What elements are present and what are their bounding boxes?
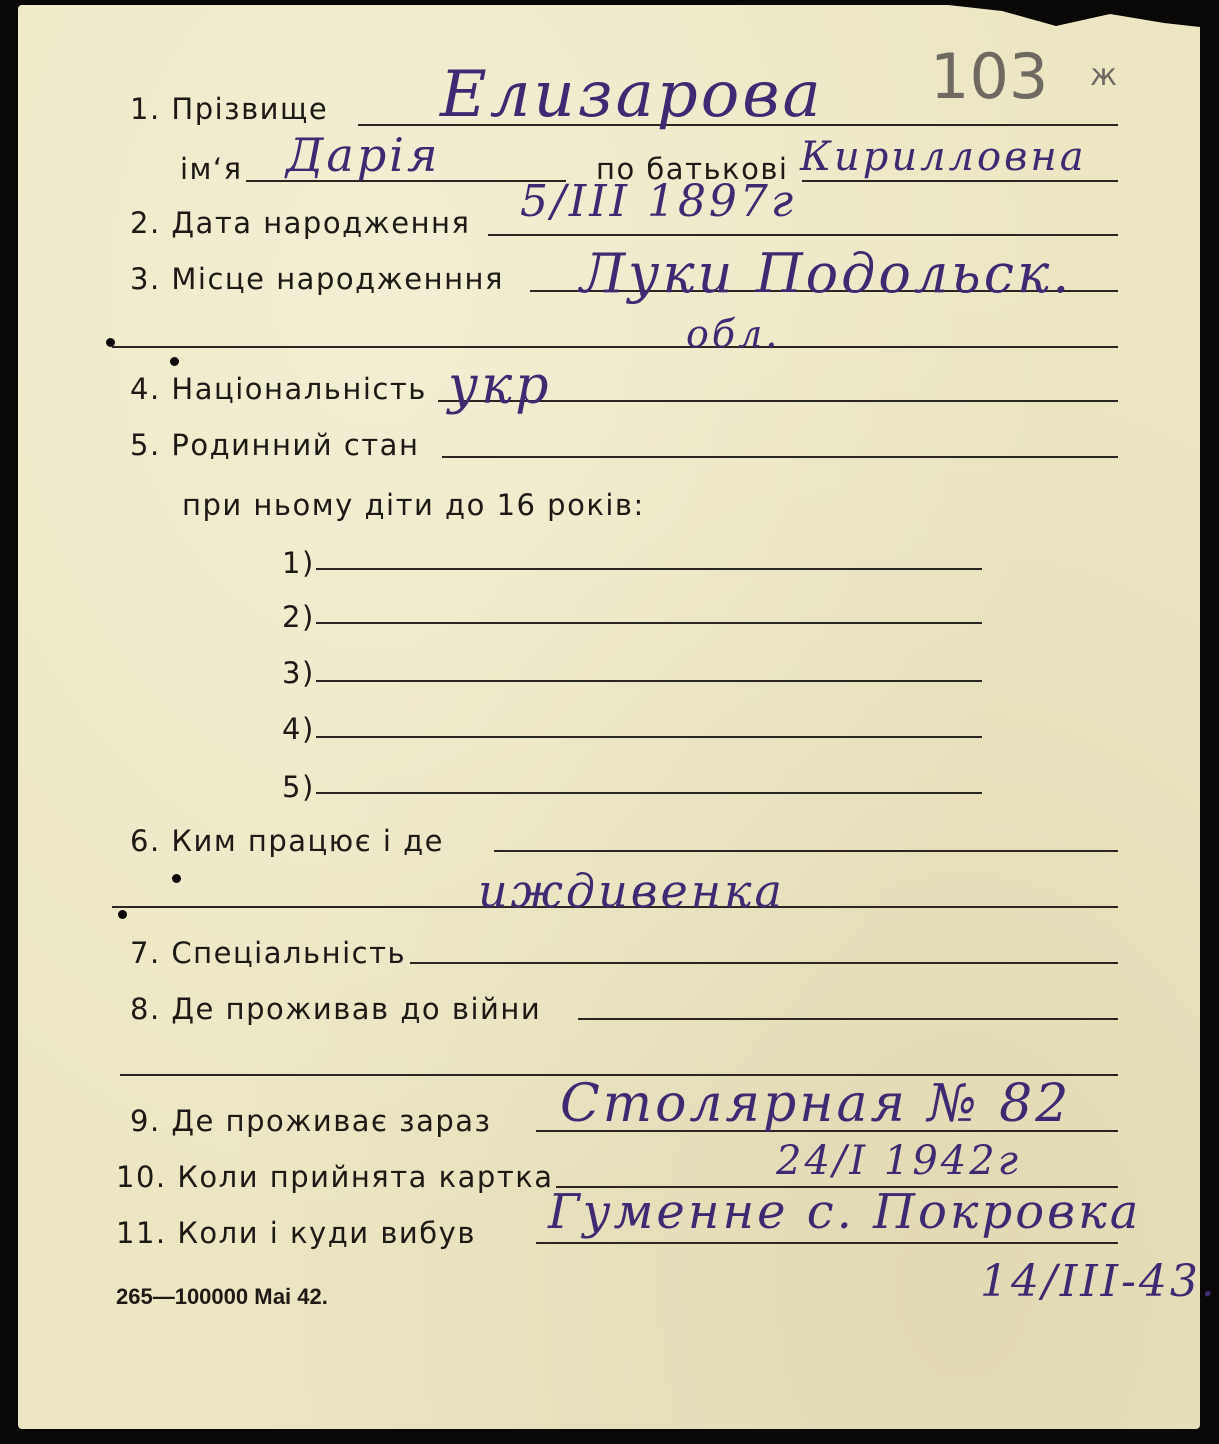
- departure-label: 11. Коли і куди вибув: [116, 1216, 476, 1250]
- patronymic-line: [802, 180, 1118, 182]
- patronymic-value: Кирилловна: [800, 134, 1087, 180]
- patronymic-label: по батькові: [596, 152, 789, 186]
- current-residence-value: Столярная № 82: [560, 1074, 1072, 1134]
- card-number-suffix: ж: [1090, 58, 1118, 93]
- child-4-label: 4): [282, 712, 315, 746]
- punch-hole: [172, 874, 181, 883]
- child-3-line: [316, 680, 982, 682]
- prewar-residence-line: [578, 1018, 1118, 1020]
- child-5-label: 5): [282, 770, 315, 804]
- print-code: 265—100000 Маі 42.: [116, 1284, 328, 1309]
- birth-place-value-2: обл.: [686, 312, 781, 356]
- child-5-line: [316, 792, 982, 794]
- name-label: ім‘я: [180, 152, 243, 186]
- departure-line: [536, 1242, 1118, 1244]
- work-line: [494, 850, 1118, 852]
- child-2-line: [316, 622, 982, 624]
- name-value: Дарія: [286, 128, 441, 182]
- birth-date-value: 5/III 1897г: [520, 176, 797, 227]
- surname-label: 1. Прізвище: [130, 92, 329, 126]
- departure-date-value: 14/III-43.: [980, 1256, 1218, 1307]
- family-status-line: [442, 456, 1118, 458]
- nationality-value: укр: [448, 356, 552, 416]
- child-2-label: 2): [282, 600, 315, 634]
- card-accepted-value: 24/I 1942г: [776, 1138, 1021, 1184]
- prewar-residence-label: 8. Де проживав до війни: [130, 992, 542, 1026]
- birth-date-line: [488, 234, 1118, 236]
- card-accepted-label: 10. Коли прийнята картка: [116, 1160, 554, 1194]
- card-number: 103: [930, 40, 1049, 113]
- family-status-label: 5. Родинний стан: [130, 428, 420, 462]
- surname-value: Елизарова: [440, 58, 824, 132]
- punch-hole: [170, 357, 179, 366]
- birth-place-value: Луки Подольск.: [580, 242, 1073, 305]
- child-1-line: [316, 568, 982, 570]
- child-4-line: [316, 736, 982, 738]
- nationality-label: 4. Національність: [130, 372, 427, 406]
- speciality-label: 7. Спеціальність: [130, 936, 407, 970]
- children-label: при ньому діти до 16 років:: [182, 488, 645, 522]
- birth-place-line-2: [112, 346, 1118, 348]
- work-label: 6. Ким працює і де: [130, 824, 445, 858]
- child-3-label: 3): [282, 656, 315, 690]
- current-residence-label: 9. Де проживає зараз: [130, 1104, 492, 1138]
- birth-date-label: 2. Дата народження: [130, 206, 471, 240]
- work-value: иждивенка: [478, 864, 785, 918]
- birth-place-label: 3. Місце народженння: [130, 262, 504, 296]
- departure-value: Гуменне с. Покровка: [548, 1184, 1142, 1240]
- punch-hole: [118, 910, 127, 919]
- child-1-label: 1): [282, 546, 315, 580]
- speciality-line: [410, 962, 1118, 964]
